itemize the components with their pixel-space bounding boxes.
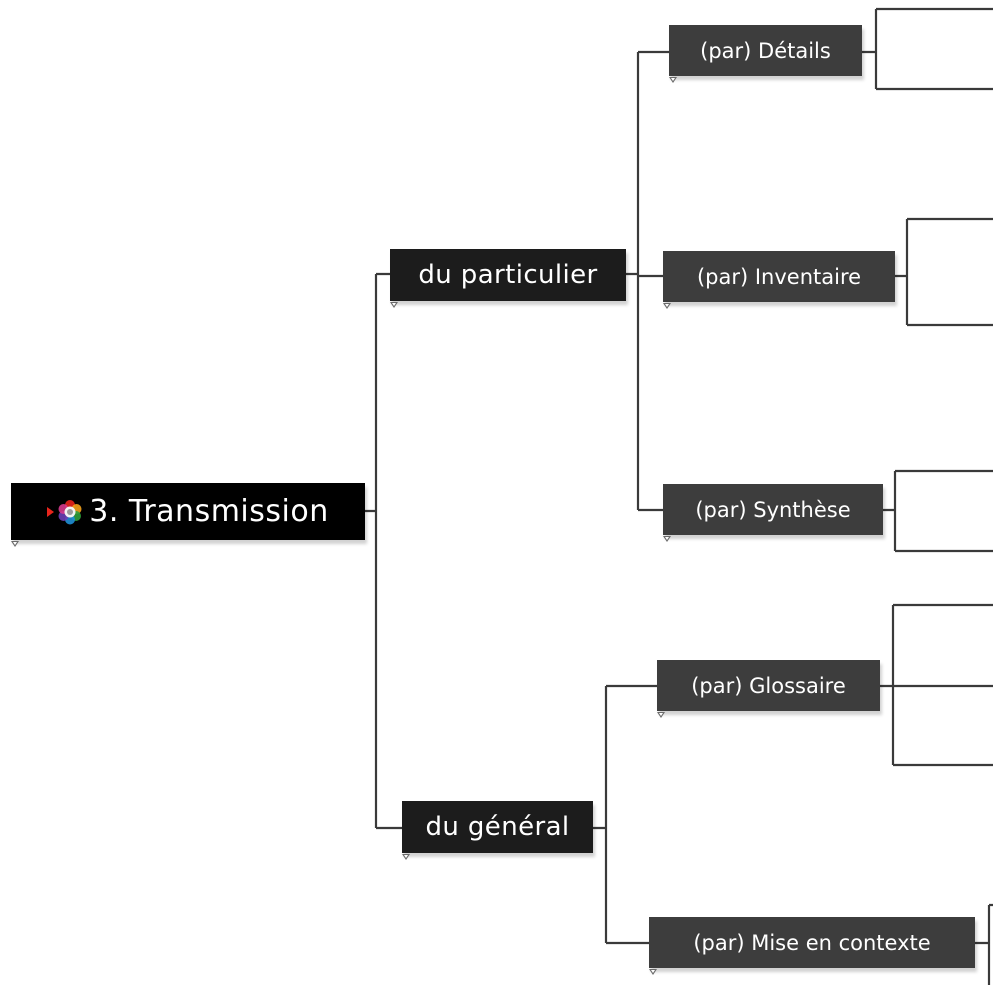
topic-label: (par) Détails bbox=[700, 38, 831, 63]
root-icons bbox=[47, 499, 83, 525]
root-topic[interactable] bbox=[11, 483, 365, 540]
gear-icon bbox=[57, 499, 83, 525]
connector-glossaire-box bbox=[880, 605, 993, 765]
topic-label: du général bbox=[425, 812, 570, 842]
collapse-marker[interactable] bbox=[663, 303, 671, 309]
topic-label: (par) Glossaire bbox=[691, 673, 846, 698]
topic-du-general[interactable] bbox=[402, 801, 593, 853]
topic-label: (par) Synthèse bbox=[695, 497, 851, 522]
collapse-marker[interactable] bbox=[390, 302, 398, 308]
topic-label: (par) Inventaire bbox=[696, 264, 862, 289]
collapse-marker[interactable] bbox=[11, 541, 19, 547]
topic-label: (par) Mise en contexte bbox=[693, 930, 931, 955]
collapse-marker[interactable] bbox=[649, 969, 657, 975]
collapse-marker[interactable] bbox=[657, 712, 665, 718]
topic-du-particulier[interactable] bbox=[390, 249, 626, 301]
connector-general bbox=[593, 686, 657, 943]
play-icon bbox=[47, 507, 54, 517]
connector-inventaire-box bbox=[895, 219, 993, 325]
connector-details-box bbox=[862, 9, 993, 89]
topic-details[interactable] bbox=[669, 25, 862, 76]
connector-synthese-box bbox=[883, 471, 993, 551]
topic-glossaire[interactable] bbox=[657, 660, 880, 711]
collapse-marker[interactable] bbox=[669, 77, 677, 83]
topic-synthese[interactable] bbox=[663, 484, 883, 535]
topic-inventaire[interactable] bbox=[663, 251, 895, 302]
root-topic-label: 3. Transmission bbox=[89, 494, 329, 529]
collapse-marker[interactable] bbox=[663, 536, 671, 542]
topic-mise-en-contexte[interactable] bbox=[649, 917, 975, 968]
collapse-marker[interactable] bbox=[402, 854, 410, 860]
topic-label: du particulier bbox=[418, 260, 598, 290]
connector-contexte-box bbox=[975, 905, 993, 985]
connector-root bbox=[365, 274, 402, 828]
